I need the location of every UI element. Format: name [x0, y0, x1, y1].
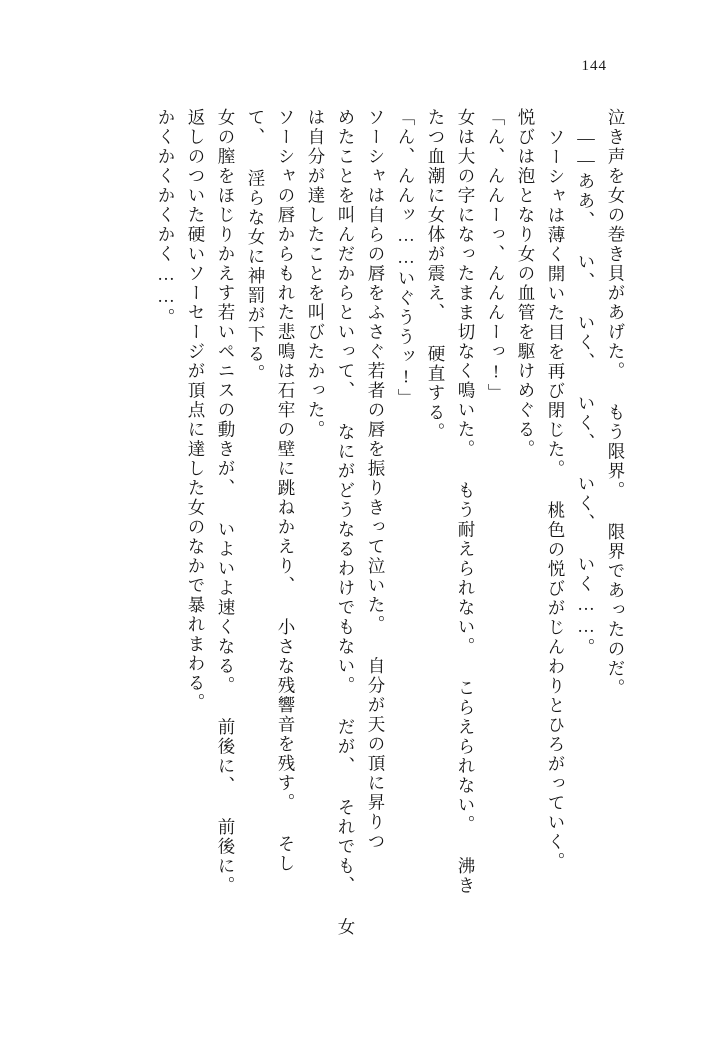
text-line: 悦びは泡となり女の血管を駆けめぐる。 [516, 108, 536, 459]
text-line: 返しのついた硬いソーセージが頂点に達した女のなかで暴れまわる。 [186, 108, 206, 713]
text-line: めたことを叫んだからといって、 なにがどうなるわけでもない。 だが、 それでも、 女 [336, 108, 356, 937]
text-line: 「ん、んんーっ、んんんーっ!」 [486, 108, 506, 403]
text-line: 女の膣をほじりかえす若いペニスの動きが、 いよいよ速くなる。 前後に、 前後に。 [216, 108, 236, 896]
text-line: は自分が達したことを叫びたかった。 [306, 108, 326, 440]
text-line: 女は大の字になったまま切なく鳴いた。 もう耐えられない。 こらえられない。 沸き [456, 108, 476, 896]
text-line: 泣き声を女の巻き貝があげた。 もう限界。 限界であったのだ。 [606, 108, 626, 698]
body-text-block [60, 108, 631, 990]
text-line: ソーシャの唇からもれた悲鳴は石牢の壁に跳ねかえり、 小さな残響音を残す。 そし [276, 108, 296, 874]
text-line: たつ血潮に女体が震え、 硬直する。 [426, 108, 446, 442]
text-line: て、 淫らな女に神罰が下る。 [246, 108, 266, 384]
text-line: ソーシャは自らの唇をふさぐ若者の唇を振りきって泣いた。 自分が天の頂に昇りつ [366, 108, 386, 852]
text-line: 「ん、んんッ……いぐううッ!」 [396, 108, 416, 408]
text-line: ソーシャは薄く開いた目を再び閉じた。 桃色の悦びがじんわりとひろがっていく。 [546, 128, 566, 872]
text-line: かくかくかくかく……。 [156, 108, 176, 328]
text-line: ――ああ、 い、 いく、 いく、 いく、 いく……。 [576, 128, 596, 658]
page-number: 144 [581, 58, 607, 74]
